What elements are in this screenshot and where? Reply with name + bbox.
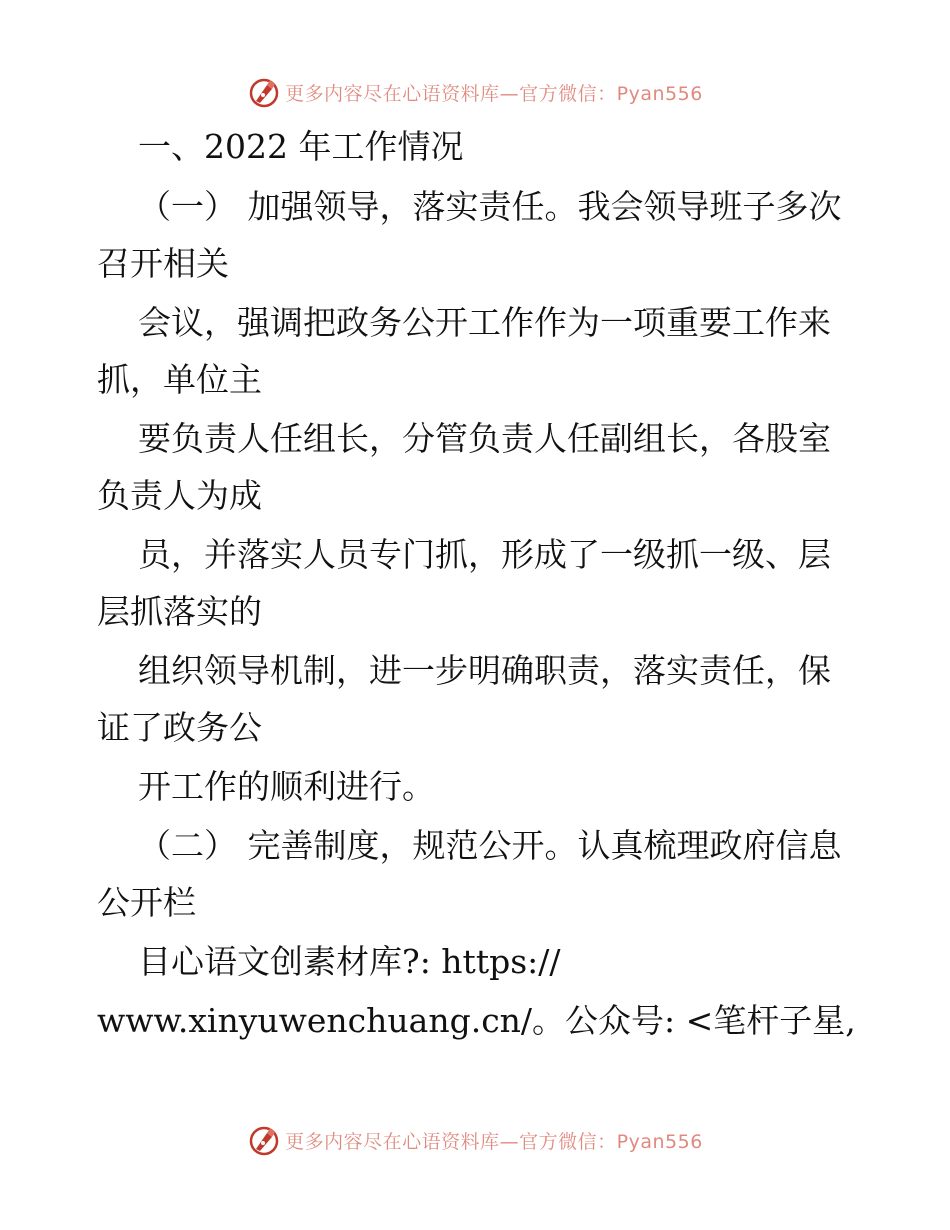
- paragraph-line: 目心语文创素材库?: https://: [138, 942, 561, 981]
- paragraph-line: 公开栏: [97, 883, 196, 922]
- header-banner-text: 更多内容尽在心语资料库—官方微信：Pyan556: [285, 82, 703, 105]
- header-banner: [0, 70, 950, 114]
- paragraph-line: （二） 完善制度，规范公开。认真梳理政府信息: [138, 826, 842, 865]
- paragraph-line: 会议，强调把政务公开工作作为一项重要工作来: [138, 303, 831, 342]
- paragraph-line: 抓，单位主: [97, 360, 262, 399]
- paragraph-line: 证了政务公: [97, 708, 262, 747]
- paragraph-line: 召开相关: [97, 244, 229, 283]
- paragraph-line: www.xinyuwenchuang.cn/。公众号: <笔杆子星,: [97, 1001, 856, 1040]
- paragraph-line: （一） 加强领导，落实责任。我会领导班子多次: [138, 187, 842, 226]
- paragraph-line: 层抓落实的: [97, 592, 262, 631]
- pen-nib-circle-icon: [247, 75, 281, 109]
- paragraph-line: 负责人为成: [97, 476, 262, 515]
- paragraph-line: 组织领导机制，进一步明确职责，落实责任，保: [138, 651, 831, 690]
- pen-nib-circle-icon: [247, 1123, 281, 1157]
- paragraph-line: 员，并落实人员专门抓，形成了一级抓一级、层: [138, 535, 831, 574]
- footer-banner: [0, 1118, 950, 1162]
- footer-banner-text: 更多内容尽在心语资料库—官方微信：Pyan556: [285, 1130, 703, 1153]
- paragraph-line: 开工作的顺利进行。: [138, 767, 435, 806]
- paragraph-line: 要负责人任组长，分管负责人任副组长，各股室: [138, 419, 831, 458]
- section-heading: 一、2022 年工作情况: [138, 127, 464, 166]
